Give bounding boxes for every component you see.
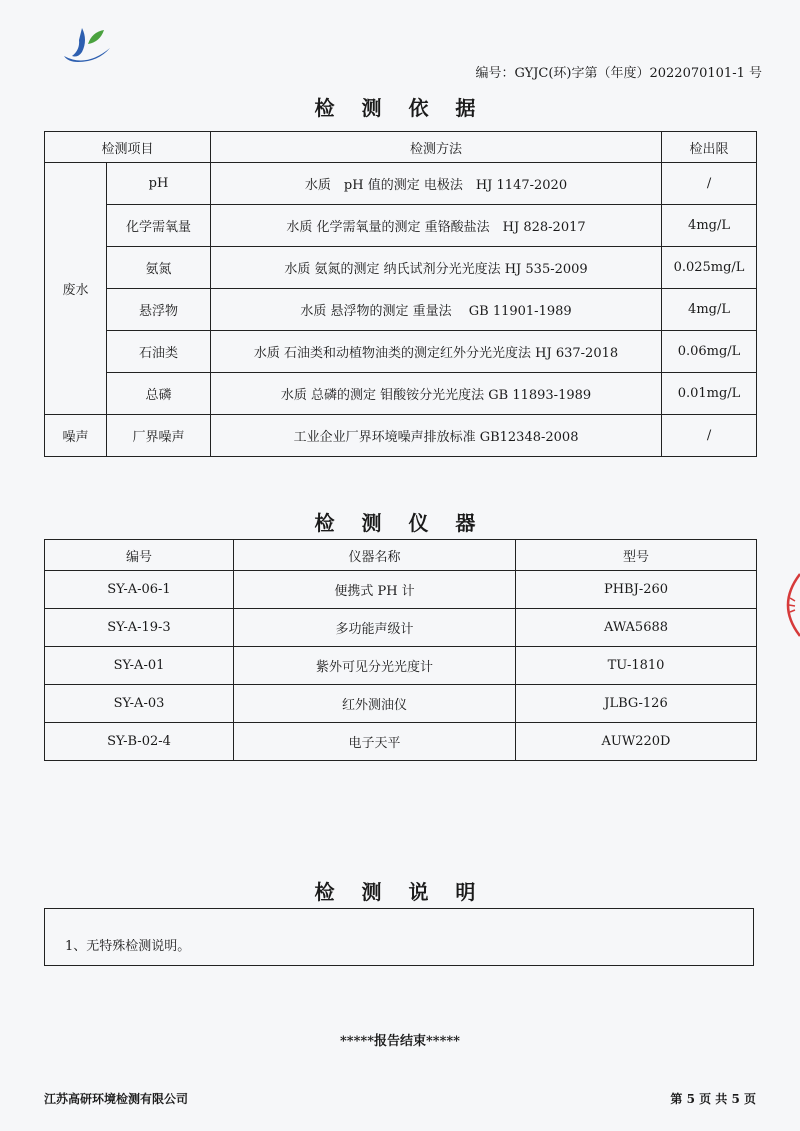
table-row — [45, 685, 757, 723]
table-row — [45, 331, 757, 373]
instrument-model-cell: AUW220D — [516, 723, 757, 761]
instrument-name-cell: 红外测油仪 — [234, 685, 516, 723]
basis-table — [44, 131, 757, 457]
table-row — [45, 247, 757, 289]
instrument-model-cell: AWA5688 — [516, 609, 757, 647]
notes-text: 1、无特殊检测说明。 — [65, 939, 191, 954]
instrument-id-cell: SY-A-03 — [45, 685, 234, 723]
limit-cell: / — [662, 163, 757, 205]
instrument-model-cell: TU-1810 — [516, 647, 757, 685]
item-cell: pH — [107, 163, 211, 205]
table-row — [45, 289, 757, 331]
item-cell: 悬浮物 — [107, 289, 211, 331]
limit-cell: 4mg/L — [662, 205, 757, 247]
instrument-model-cell: PHBJ-260 — [516, 571, 757, 609]
table-row — [45, 415, 757, 457]
category-cell: 噪声 — [45, 415, 107, 457]
item-cell: 氨氮 — [107, 247, 211, 289]
table-header-row — [45, 540, 757, 571]
instrument-name-cell: 多功能声级计 — [234, 609, 516, 647]
table-row — [45, 205, 757, 247]
item-cell: 石油类 — [107, 331, 211, 373]
method-cell: 水质 氨氮的测定 纳氏试剂分光光度法 HJ 535-2009 — [211, 247, 662, 289]
header-cell: 编号 — [45, 540, 234, 571]
header-cell: 检测方法 — [211, 132, 662, 163]
instrument-id-cell: SY-A-01 — [45, 647, 234, 685]
method-cell: 水质 石油类和动植物油类的测定红外分光光度法 HJ 637-2018 — [211, 331, 662, 373]
seal-stamp-edge — [774, 572, 800, 638]
limit-cell: / — [662, 415, 757, 457]
item-cell: 化学需氧量 — [107, 205, 211, 247]
method-cell: 工业企业厂界环境噪声排放标准 GB12348-2008 — [211, 415, 662, 457]
table-row — [45, 647, 757, 685]
instrument-name-cell: 电子天平 — [234, 723, 516, 761]
category-cell: 废水 — [45, 163, 107, 415]
company-name: 江苏高研环境检测有限公司 — [44, 1092, 189, 1106]
instrument-name-cell: 紫外可见分光光度计 — [234, 647, 516, 685]
method-cell: 水质 pH 值的测定 电极法 HJ 1147-2020 — [211, 163, 662, 205]
notes-box — [44, 908, 754, 966]
header-cell: 检测项目 — [45, 132, 211, 163]
limit-cell: 0.06mg/L — [662, 331, 757, 373]
header-cell: 仪器名称 — [234, 540, 516, 571]
method-cell: 水质 化学需氧量的测定 重铬酸盐法 HJ 828-2017 — [211, 205, 662, 247]
table-row — [45, 373, 757, 415]
limit-cell: 0.01mg/L — [662, 373, 757, 415]
header-cell: 检出限 — [662, 132, 757, 163]
instruments-table — [44, 539, 757, 761]
item-cell: 厂界噪声 — [107, 415, 211, 457]
basis-section-title: 检 测 依 据 — [314, 96, 486, 120]
document-number: 编号：GYJC(环)字第（年度）2022070101-1 号 — [475, 66, 762, 81]
table-header-row — [45, 132, 757, 163]
instrument-id-cell: SY-A-06-1 — [45, 571, 234, 609]
instrument-id-cell: SY-B-02-4 — [45, 723, 234, 761]
instruments-section-title: 检 测 仪 器 — [314, 511, 486, 535]
header-cell: 型号 — [516, 540, 757, 571]
report-end-marker: *****报告结束***** — [340, 1034, 460, 1049]
notes-section-title: 检 测 说 明 — [314, 880, 486, 904]
instrument-id-cell: SY-A-19-3 — [45, 609, 234, 647]
method-cell: 水质 总磷的测定 钼酸铵分光光度法 GB 11893-1989 — [211, 373, 662, 415]
page-number: 第 5 页 共 5 页 — [670, 1092, 756, 1106]
item-cell: 总磷 — [107, 373, 211, 415]
company-logo — [58, 22, 116, 66]
table-row — [45, 571, 757, 609]
table-row — [45, 723, 757, 761]
table-row — [45, 163, 757, 205]
instrument-model-cell: JLBG-126 — [516, 685, 757, 723]
table-row — [45, 609, 757, 647]
limit-cell: 0.025mg/L — [662, 247, 757, 289]
instrument-name-cell: 便携式 PH 计 — [234, 571, 516, 609]
limit-cell: 4mg/L — [662, 289, 757, 331]
method-cell: 水质 悬浮物的测定 重量法 GB 11901-1989 — [211, 289, 662, 331]
